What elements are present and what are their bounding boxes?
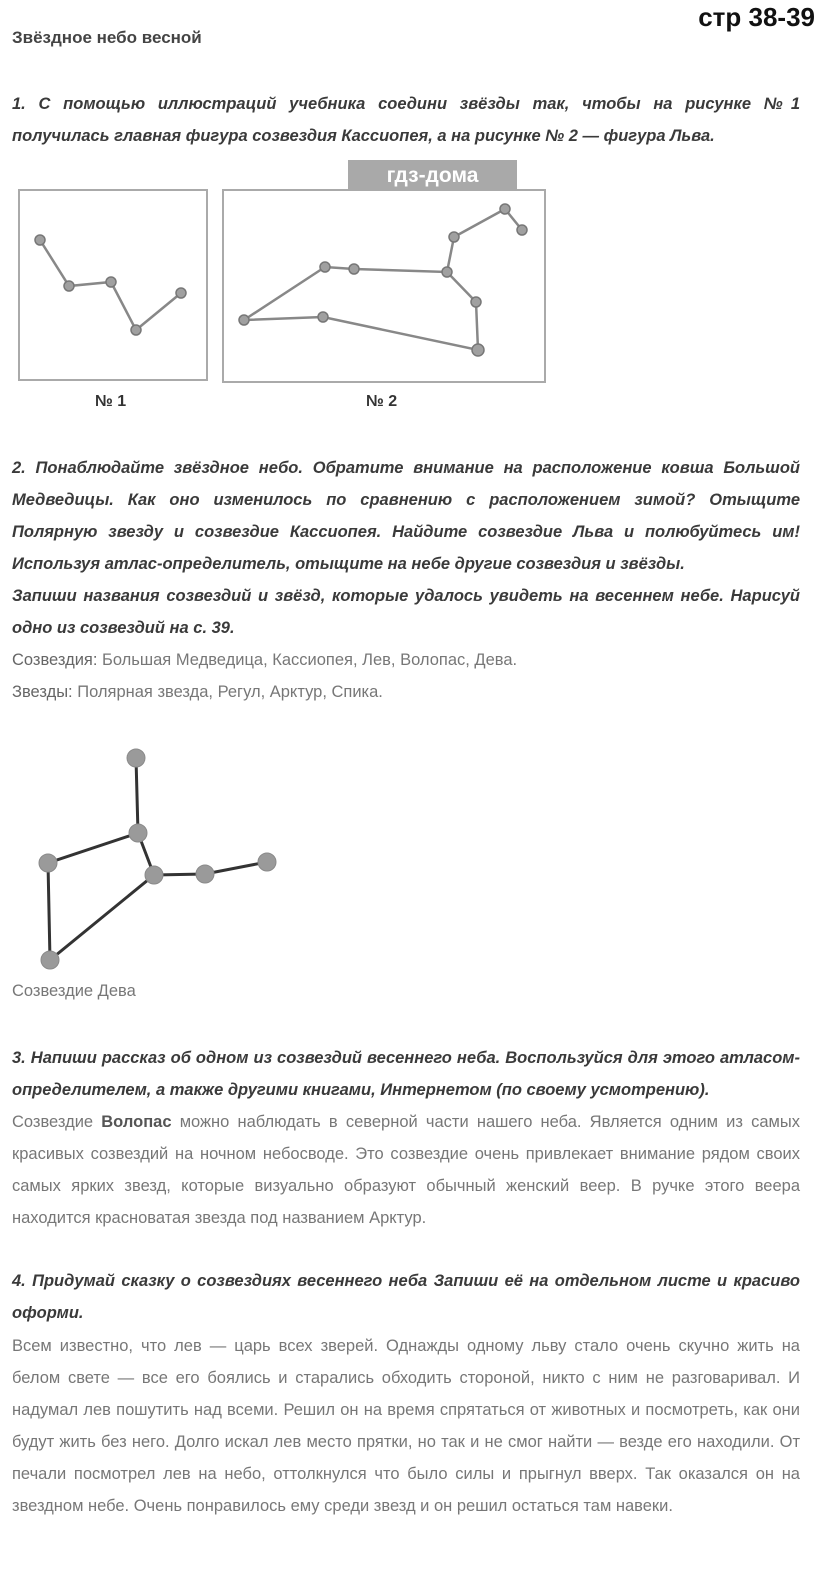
answer-body: можно наблюдать в северной части нашего неба. Является одним из самых красивых созвездий на ночном небосводе. Это созвездие очень привлекает внимание рядом своих самых ярких звезд, которые визуально образуют обычный женский веер. В ручке этого веера находится красноватая звезда под названием Арктур.: [12, 1113, 800, 1227]
answer-prefix: Созвездие: [12, 1113, 94, 1131]
star: [239, 315, 249, 325]
star: [131, 325, 141, 335]
figure-2-frame: [223, 190, 545, 382]
task-1-text: 1. С помощью иллюстраций учебника соедини звёзды так, чтобы на рисунке №1 получилась главная фигура созвездия Кассиопея, а на рисунке № 2 — фигура Льва.: [12, 95, 800, 145]
star: [145, 866, 163, 884]
star: [472, 344, 484, 356]
star: [176, 288, 186, 298]
star: [35, 235, 45, 245]
constellation-name: Волопас: [101, 1113, 172, 1131]
page-title: Звёздное небо весной: [12, 28, 202, 47]
stars-answer: [12, 676, 800, 708]
star: [196, 865, 214, 883]
star: [64, 281, 74, 291]
star: [349, 264, 359, 274]
virgo-caption: Созвездие Дева: [12, 982, 136, 1000]
task-4-answer: Всем известно, что лев — царь всех зверей. Однажды одному льву стало очень скучно жить на белом свете — все его боялись и старались обходить стороной, никто с ним не разговаривал. И надумал лев пошутить над всеми. Решил он на время спрятаться от животных и посмотреть, как они будут жить без него. Долго искал лев место прятки, но так и не смог найти — везде его находили. От печали посмотрел лев на небо, оттолкнулся что было силы и прыгнул вверх. Так оказался он на звездном небе. Очень понравилось ему среди звезд и он решил остаться там навеки.: [12, 1337, 800, 1515]
star: [471, 297, 481, 307]
constellations-list: Большая Медведица, Кассиопея, Лев, Волопас, Дева.: [102, 651, 518, 669]
figure-2-label: № 2: [366, 393, 398, 410]
page-number: стр 38-39: [698, 2, 815, 32]
task-4-text: 4. Придумай сказку о созвездиях весеннего неба Запиши её на отдельном листе и красиво оформи.: [12, 1272, 800, 1322]
stars-list: Полярная звезда, Регул, Арктур, Спика.: [77, 683, 383, 701]
star: [127, 749, 145, 767]
constellations-label: Созвездия:: [12, 651, 98, 669]
star: [106, 277, 116, 287]
stars-label: Звезды:: [12, 683, 73, 701]
star: [129, 824, 147, 842]
constellations-answer: [12, 644, 800, 676]
leo-stars: [239, 204, 527, 356]
virgo-stars: [39, 749, 276, 969]
star: [258, 853, 276, 871]
watermark: гдз-дома: [348, 160, 517, 190]
virgo-figure: [48, 758, 267, 960]
task-3-text: 3. Напиши рассказ об одном из созвездий весеннего неба. Воспользуйся для этого атласом-определителем, а также другими книгами, Интернетом (по своему усмотрению).: [12, 1049, 800, 1099]
figure-1-label: № 1: [95, 393, 127, 410]
cassiopeia-stars: [35, 235, 186, 335]
star: [442, 267, 452, 277]
star: [500, 204, 510, 214]
star: [39, 854, 57, 872]
star: [41, 951, 59, 969]
task-3-answer: [12, 1106, 800, 1234]
task-2-text: 2. Понаблюдайте звёздное небо. Обратите внимание на расположение ковша Большой Медведицы. Как оно изменилось по сравнению с расположением зимой? Отыщите Полярную звезду и созвездие Кассиопея. Найдите созвездие Льва и полюбуйтесь им! Используя атлас-определитель, отыщите на небе другие созвездия и звёзды.: [12, 459, 800, 573]
star: [320, 262, 330, 272]
star: [449, 232, 459, 242]
leo-figure: [244, 209, 522, 350]
star: [318, 312, 328, 322]
star: [517, 225, 527, 235]
task-2-instruction: Запиши названия созвездий и звёзд, которые удалось увидеть на весеннем небе. Нарисуй одно из созвездий на с. 39.: [12, 587, 800, 637]
